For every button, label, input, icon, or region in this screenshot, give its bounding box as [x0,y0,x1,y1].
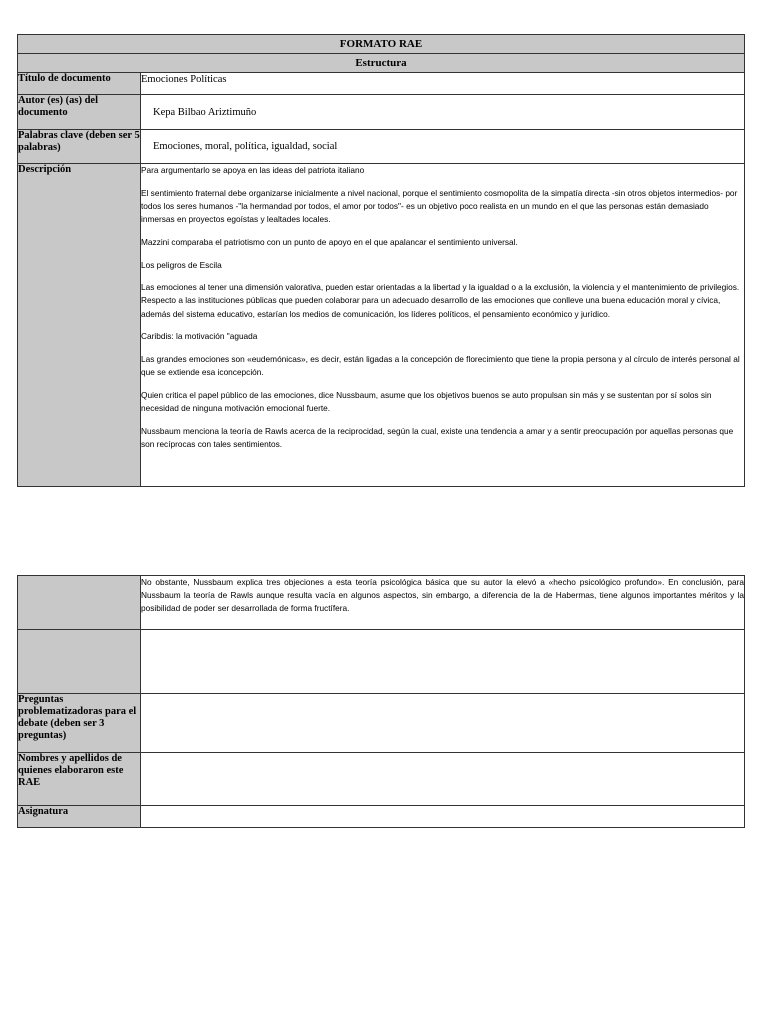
descripcion-paragraph: Caribdis: la motivación "aguada [141,331,258,342]
descripcion-continuation: No obstante, Nussbaum explica tres objeciones a esta teoría psicológica básica que su autor la elevó a «hecho psicológico profundo». En conclusión, para Nussbaum la teoría de Rawls aunque resulta vacía en algunos aspectos, sin embargo, a diferencia de la de Habermas, tiene algunos importantes méritos y la posibilidad de poder ser desarrollada de forma fructífera. [141,576,745,630]
empty-value-cell [141,630,745,694]
form-subtitle: Estructura [18,54,745,73]
autor-value: Kepa Bilbao Ariztimuño [141,95,745,130]
asignatura-value [141,806,745,828]
asignatura-label: Asignatura [18,806,141,828]
descripcion-paragraph: Los peligros de Escila [141,259,222,270]
descripcion-paragraph: Nussbaum menciona la teoría de Rawls acerca de la reciprocidad, según la cual, existe una tendencia a amar y a sentir preocupación por aquellas personas que son recíprocas con tales sentimientos. [141,425,734,450]
palabras-clave-label: Palabras clave (deben ser 5 palabras) [18,130,141,164]
nombres-label: Nombres y apellidos de quienes elaboraron este RAE [18,753,141,806]
descripcion-label: Descripción [18,164,141,487]
descripcion-paragraph: Las grandes emociones son «eudemónicas», es decir, están ligadas a la concepción de florecimiento que tiene la propia persona y al círculo de interés personal al que se extiende esa iconcepción. [141,354,740,378]
rae-table-page-1 [17,34,745,487]
empty-label-cell [18,630,141,694]
nombres-value [141,753,745,806]
descripcion-paragraph: Mazzini comparaba el patriotismo con un punto de apoyo en el que apalancar el sentimiento universal. [141,236,518,247]
titulo-label: Título de documento [18,73,141,95]
descripcion-value [141,164,745,487]
titulo-value: Emociones Políticas [141,73,745,95]
rae-table-page-2 [17,575,745,828]
preguntas-label: Preguntas problematizadoras para el debate (deben ser 3 preguntas) [18,694,141,753]
descripcion-paragraph: Quien critica el papel público de las emociones, dice Nussbaum, asume que los objetivos buenos se auto propulsan sin más y se sustentan por sí solos sin necesidad de ninguna motivación emocional fuerte. [141,389,712,414]
descripcion-paragraph: El sentimiento fraternal debe organizarse inicialmente a nivel nacional, porque el sentimiento cosmopolita de la simpatía directa -sin otros objetos intermedios- por todos los seres humanos -"la hermandad por todos, el amor por todos"- es un objetivo poco realista en un mundo en el que las personas están demasiado inmersas en proyectos egoístas y lealtades locales. [141,187,738,225]
continuation-label-empty [18,576,141,630]
descripcion-paragraph: Respecto a las instituciones públicas que pueden colaborar para un adecuado desarrollo de las emociones que conlleve una buena educación moral y cívica, además del sistema educativo, estarían los medios de comunicación, los líderes políticos, el pensamiento económico y jurídico. [141,295,721,319]
autor-label: Autor (es) (as) del documento [18,95,141,130]
palabras-clave-value: Emociones, moral, política, igualdad, social [141,130,745,164]
descripcion-paragraph: Las emociones al tener una dimensión valorativa, pueden estar orientadas a la libertad y la igualdad o a la exclusión, la violencia y el mantenimiento de privilegios. [141,282,740,293]
form-title: FORMATO RAE [18,35,745,54]
descripcion-paragraph: Para argumentarlo se apoya en las ideas del patriota italiano [141,165,365,175]
preguntas-value [141,694,745,753]
